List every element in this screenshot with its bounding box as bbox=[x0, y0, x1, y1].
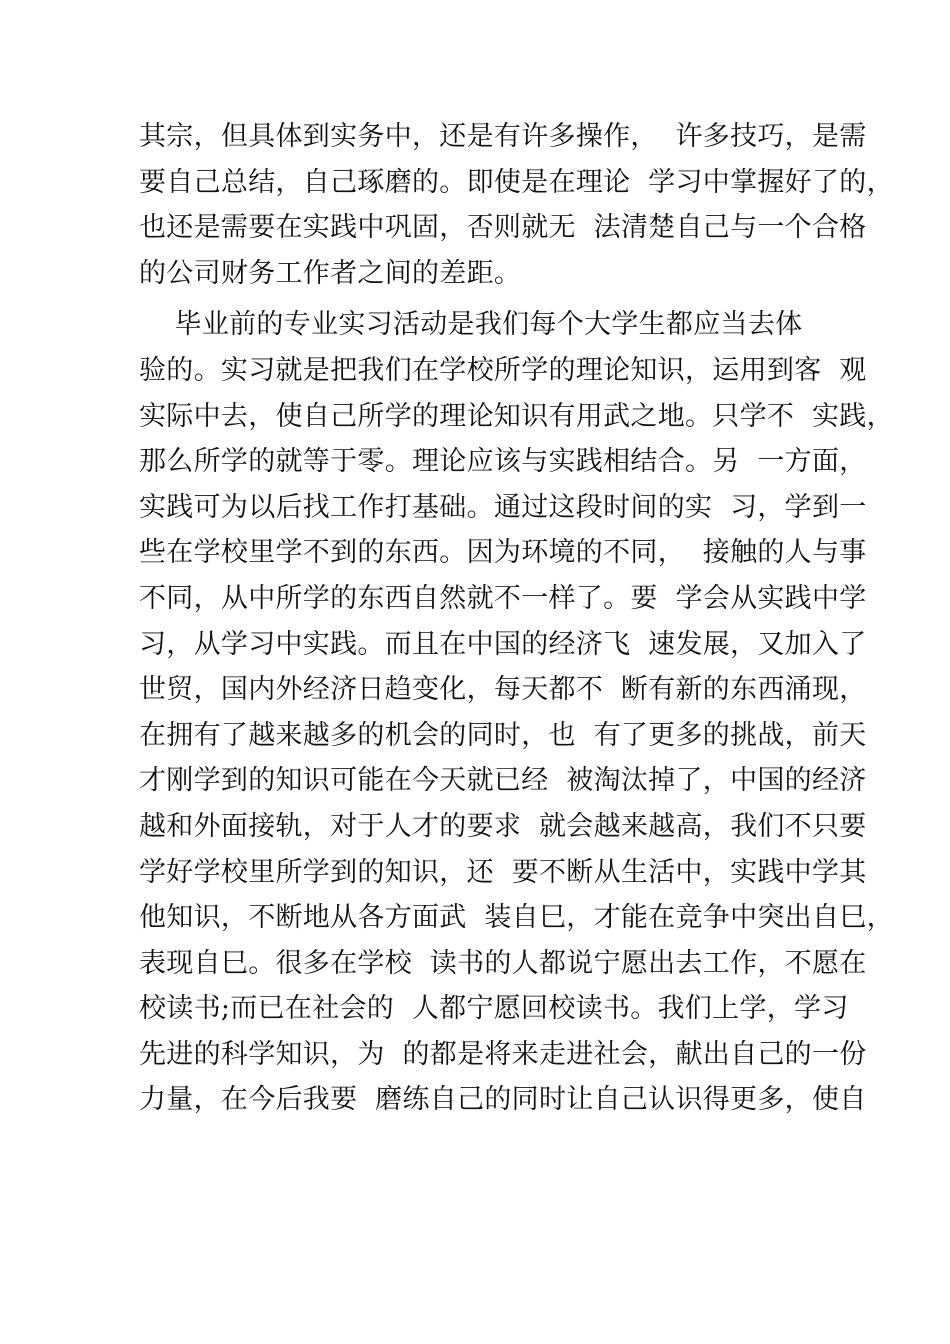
paragraph-start-line: 毕业前的专业实习活动是我们每个大学生都应当去体 bbox=[139, 309, 803, 341]
text-line: 其宗，但具体到实务中，还是有许多操作， 许多技巧，是需 bbox=[139, 121, 867, 152]
text-line: 不同，从中所学的东西自然就不一样了。要 学会从实践中学 bbox=[139, 582, 867, 614]
text-line: 也还是需要在实践中巩固，否则就无 法清楚自己与一个合格 bbox=[139, 212, 867, 244]
text-line: 那么所学的就等于零。理论应该与实践相结合。另 一方面， bbox=[139, 446, 867, 478]
text-line: 些在学校里学不到的东西。因为环境的不同， 接触的人与事 bbox=[139, 537, 867, 569]
text-line: 实际中去，使自己所学的理论知识有用武之地。只学不 实践， bbox=[139, 400, 894, 432]
text-line: 先进的科学知识，为 的都是将来走进社会，献出自己的一份 bbox=[139, 1038, 867, 1070]
text-line: 验的。实习就是把我们在学校所学的理论知识，运用到客 观 bbox=[139, 354, 867, 386]
text-line: 越和外面接轨，对于人才的要求 就会越来越高，我们不只要 bbox=[139, 810, 867, 842]
text-line: 实践可为以后找工作打基础。通过这段时间的实 习，学到一 bbox=[139, 491, 867, 523]
text-line: 才刚学到的知识可能在今天就已经 被淘汰掉了，中国的经济 bbox=[139, 765, 867, 797]
text-line: 力量，在今后我要 磨练自己的同时让自己认识得更多，使自 bbox=[139, 1084, 867, 1116]
text-line: 习，从学习中实践。而且在中国的经济飞 速发展，又加入了 bbox=[139, 628, 867, 660]
text-line: 他知识，不断地从各方面武 装自巳，才能在竞争中突出自巳， bbox=[139, 902, 894, 934]
text-line: 表现自巳。很多在学校 读书的人都说宁愿出去工作，不愿在 bbox=[139, 947, 867, 979]
text-line: 世贸，国内外经济日趋变化，每天都不 断有新的东西涌现， bbox=[139, 674, 867, 706]
text-line: 的公司财务工作者之间的差距。 bbox=[139, 257, 522, 289]
text-line: 要自己总结，自己琢磨的。即使是在理论 学习中掌握好了的， bbox=[139, 166, 894, 198]
body-text bbox=[139, 114, 894, 1123]
text-line: 在拥有了越来越多的机会的同时，也 有了更多的挑战，前天 bbox=[139, 719, 867, 751]
text-line: 校读书;而已在社会的 人都宁愿回校读书。我们上学，学习 bbox=[139, 993, 849, 1025]
text-line: 学好学校里所学到的知识，还 要不断从生活中，实践中学其 bbox=[139, 856, 867, 888]
